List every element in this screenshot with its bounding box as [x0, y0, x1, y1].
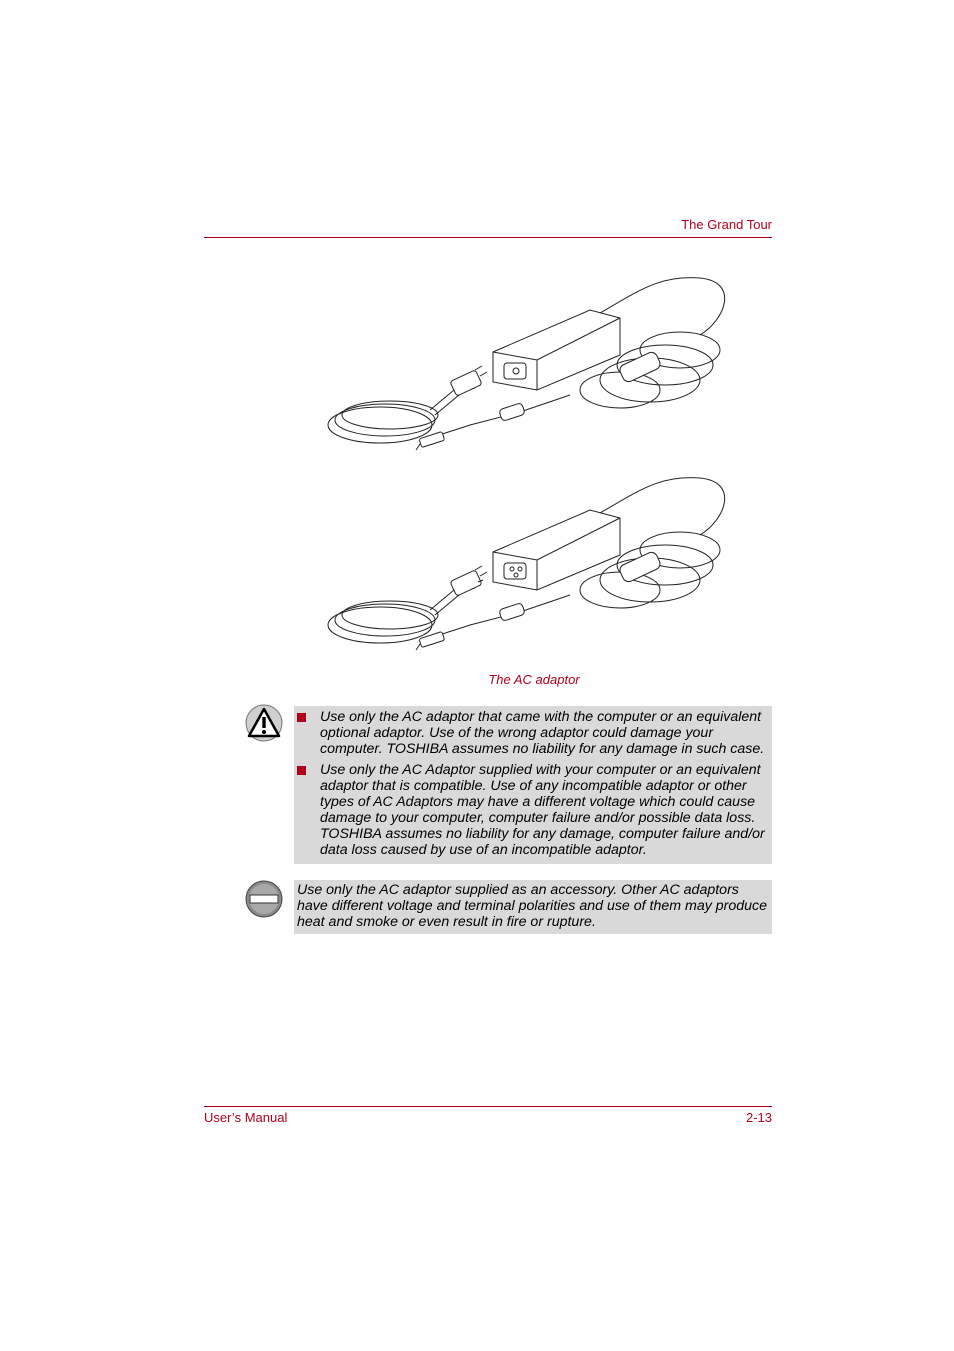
caution-item-text: Use only the AC adaptor that came with the computer or an equivalent optional adaptor. Use of the wrong adaptor could damage your computer. TOSHIBA assumes no liability for any damage in such case. [320, 709, 765, 757]
ac-adaptor-illustration-2pin [320, 270, 740, 465]
header-section-title: The Grand Tour [681, 217, 772, 232]
bullet-square-icon [297, 713, 306, 722]
ac-adaptor-illustration-3pin [320, 470, 740, 665]
caution-item-text: Use only the AC Adaptor supplied with your computer or an equivalent adaptor that is compatible. Use of any incompatible adaptor or other types of AC Adaptors may have a different voltage which could cause damage to your computer, computer failure and/or possible data loss. TOSHIBA assumes no liability for any damage, computer failure and/or data loss caused by use of an incompatible adaptor. [320, 762, 765, 858]
figure-caption: The AC adaptor [488, 672, 580, 687]
header-rule [204, 237, 772, 238]
footer-rule [204, 1106, 772, 1107]
caution-notice [294, 706, 772, 864]
warning-notice: Use only the AC adaptor supplied as an accessory. Other AC adaptors have different voltage and terminal polarities and use of them may produce heat and smoke or even result in fire or rupture. [294, 880, 772, 934]
footer-manual-name: User’s Manual [204, 1110, 288, 1125]
no-entry-icon [245, 880, 283, 918]
caution-triangle-icon [245, 704, 283, 742]
footer-page-number: 2-13 [745, 1110, 772, 1125]
bullet-square-icon [297, 766, 306, 775]
